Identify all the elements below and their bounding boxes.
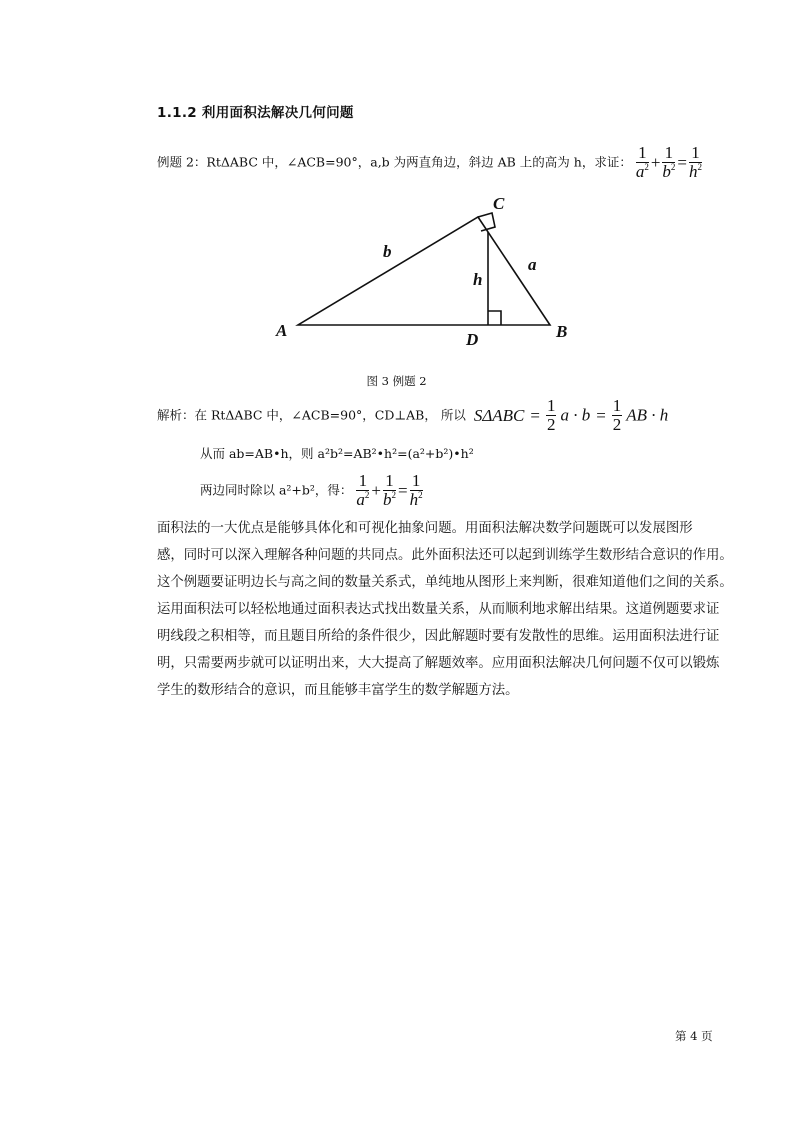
product-ab: a · b: [560, 405, 591, 425]
triangle-abc: [298, 217, 550, 325]
section-heading: 1.1.2 利用面积法解决几何问题: [157, 105, 354, 121]
label-a-vertex: A: [276, 321, 288, 340]
analysis-text: 两边同时除以 a²+b²，得：: [200, 482, 353, 498]
fraction-numerator: 1: [689, 144, 702, 163]
page-number: 第 4 页: [675, 1029, 713, 1043]
fraction-denominator: $a^2$: [635, 162, 649, 181]
area-symbol: SΔABC: [473, 405, 525, 425]
fraction-numerator: 1: [636, 144, 649, 163]
fraction-1-over-a2: $\frac{1}{a^2}$: [356, 471, 370, 509]
fraction-one-half: $\frac{1}{2}$: [612, 396, 622, 434]
fraction-denominator: $h^2$: [689, 162, 703, 181]
paragraph-line: 学生的数形结合的意识，而且能够丰富学生的数学解题方法。: [157, 683, 519, 698]
label-a-side: a: [528, 255, 537, 274]
figure-caption: 图 3 例题 2: [366, 374, 427, 388]
analysis-text: 解析：在 RtΔABC 中，∠ACB=90°，CD⊥AB， 所以: [157, 407, 466, 423]
product-ab-h: AB · h: [626, 405, 669, 425]
triangle-figure: [0, 0, 793, 400]
plus-sign: +: [650, 152, 661, 172]
equals-sign: =: [530, 405, 540, 425]
label-d: D: [466, 330, 479, 349]
label-h: h: [473, 270, 483, 289]
paragraph-line: 明，只需要两步就可以证明出来，大大提高了解题效率。应用面积法解决几何问题不仅可以锻炼: [157, 656, 720, 671]
plus-sign: +: [371, 480, 382, 500]
paragraph-line: 运用面积法可以轻松地通过面积表达式找出数量关系，从而顺利地求解出结果。这道例题要求证: [157, 602, 720, 617]
fraction-one-half: $\frac{1}{2}$: [546, 396, 556, 434]
paragraph-line: 明线段之积相等，而且题目所给的条件很少，因此解题时要有发散性的思维。运用面积法进行证: [157, 629, 720, 644]
paragraph-line: 感，同时可以深入理解各种问题的共同点。此外面积法还可以起到训练学生数形结合意识的作用。: [157, 548, 733, 563]
body-paragraph: [157, 515, 733, 704]
right-angle-mark-d: [488, 311, 501, 325]
paragraph-line: 这个例题要证明边长与高之间的数量关系式，单纯地从图形上来判断，很难知道他们之间的关系。: [157, 575, 733, 590]
paragraph-line: 面积法的一大优点是能够具体化和可视化抽象问题。用面积法解决数学问题既可以发展图形: [157, 521, 693, 536]
fraction-numerator: 1: [662, 144, 675, 163]
equals-sign: =: [596, 405, 606, 425]
equals-sign: =: [677, 152, 688, 172]
analysis-line-3: [200, 472, 423, 509]
equals-sign: =: [398, 480, 408, 500]
analysis-line-2: 从而 ab=AB•h，则 a²b²=AB²•h²=(a²+b²)•h²: [200, 446, 474, 461]
fraction-1-over-b2: $\frac{1}{b^2}$: [383, 471, 397, 509]
fraction-1-over-h2: $\frac{1}{h^2}$: [409, 471, 423, 509]
label-b-vertex: B: [556, 322, 568, 341]
label-c: C: [493, 194, 505, 213]
example-text: 例题 2：RtΔABC 中，∠ACB=90°，a,b 为两直角边，斜边 AB 上的高为 h，求证：: [157, 154, 632, 170]
analysis-line-1: [157, 397, 668, 434]
fraction-denominator: $b^2$: [662, 162, 676, 181]
label-b-side: b: [383, 242, 392, 261]
